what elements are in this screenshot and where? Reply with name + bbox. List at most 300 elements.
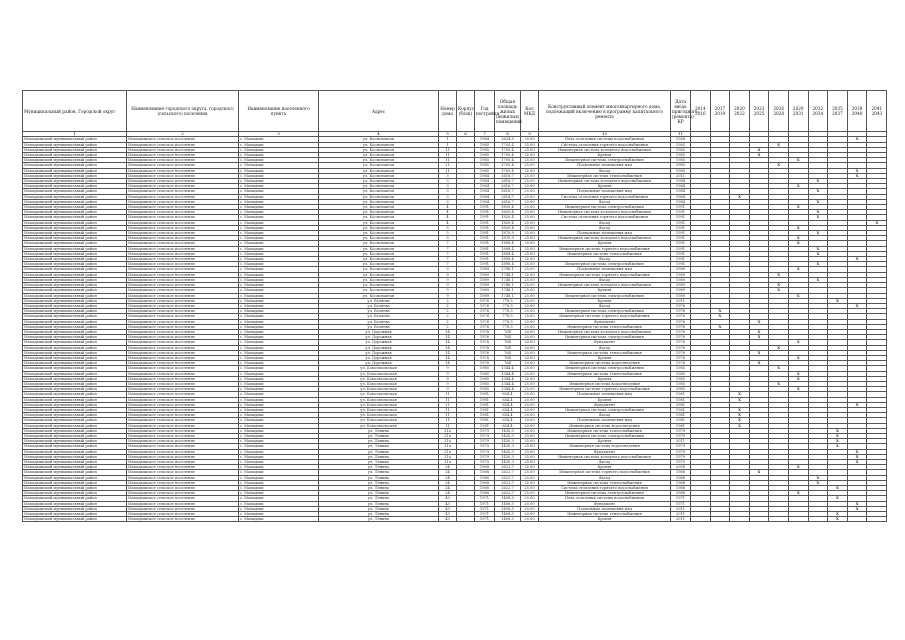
structural-element-cell: Фасад [539,345,671,350]
address-cell: ул. Беляева [319,319,439,324]
structural-element-cell: Кровля [539,153,671,158]
mkd-count-cell: 25.00 [521,470,539,475]
settlement-cell: Мамадышское сельское поселение [127,335,239,340]
period-cell: X [788,387,808,392]
build-year-cell: 1976 [475,298,495,303]
settlement-cell: Мамадышское сельское поселение [127,303,239,308]
repair-date-cell: 2011 [671,506,691,511]
build-year-cell: 1985 [475,142,495,147]
mkd-count-cell: 20.00 [521,506,539,511]
house-number-cell: 14 [439,355,457,360]
house-number-cell: 3 [439,173,457,178]
structural-element-cell: Инженерная система холодного водоснабжения [539,454,671,459]
table-row [23,517,887,522]
period-cell: X [788,241,808,246]
area-cell: 2616,7 [495,179,521,184]
repair-date-cell: 1985 [671,147,691,152]
area-cell: 1430,3 [495,454,521,459]
house-number-cell: 4 [439,220,457,225]
column-header-2: Наименование населенного пункта [239,91,319,132]
period-cell: X [769,366,789,371]
address-cell: ул. Ленина [319,460,439,465]
repair-date-cell: 1976 [671,345,691,350]
house-number-cell: 11 [439,402,457,407]
column-header-1: Наименование городского округа, городского (сельского) поселения [127,91,239,132]
period-cell: X [808,189,828,194]
settlement-cell: Мамадышское сельское поселение [127,147,239,152]
build-year-cell: 1971 [475,512,495,517]
structural-element-cell: Инженерная система электроснабжения [539,335,671,340]
area-cell: 1748,1 [495,277,521,282]
mkd-count-cell: 20.00 [521,350,539,355]
repair-date-cell: 1979 [671,433,691,438]
settlement-cell: Мамадышское сельское поселение [127,428,239,433]
structural-element-cell: Кровля [539,241,671,246]
locality-cell: с. Мамадыш [239,173,319,178]
address-cell: ул. Космонавтов [319,142,439,147]
period-cell: X [828,517,848,522]
district-cell: Мамадышский муниципальный район [23,314,127,319]
period-cell: X [847,303,867,308]
mkd-count-cell: 25.00 [521,324,539,329]
district-cell: Мамадышский муниципальный район [23,512,127,517]
period-cell: X [769,288,789,293]
structural-element-cell: Печь отопления системы водоснабжения [539,496,671,501]
structural-element-cell: Фасад [539,220,671,225]
period-cell: X [710,314,730,319]
address-cell: ул. Комсомольская [319,387,439,392]
district-cell: Мамадышский муниципальный район [23,173,127,178]
district-cell: Мамадышский муниципальный район [23,423,127,428]
repair-date-cell: 1971 [671,496,691,501]
repair-date-cell: 1981 [671,392,691,397]
repair-date-cell: 1971 [671,501,691,506]
build-year-cell: 1991 [475,262,495,267]
settlement-cell: Мамадышское сельское поселение [127,231,239,236]
period-cell: X [847,173,867,178]
structural-element-cell: Инженерная система электроснабжения [539,205,671,210]
build-year-cell: 1984 [475,137,495,142]
area-cell: 1344,4 [495,381,521,386]
settlement-cell: Мамадышское сельское поселение [127,371,239,376]
mkd-count-cell: 25.00 [521,168,539,173]
house-number-cell: 21а [439,439,457,444]
settlement-cell: Мамадышское сельское поселение [127,512,239,517]
area-cell: 1820,4 [495,210,521,215]
build-year-cell: 1989 [475,283,495,288]
address-cell: ул. Комсомольская [319,392,439,397]
locality-cell: с. Мамадыш [239,496,319,501]
period-cell: X [828,433,848,438]
area-cell: 1430,3 [495,428,521,433]
settlement-cell: Мамадышское сельское поселение [127,501,239,506]
area-cell: 654,4 [495,402,521,407]
district-cell: Мамадышский муниципальный район [23,142,127,147]
build-year-cell: 1991 [475,241,495,246]
settlement-cell: Мамадышское сельское поселение [127,220,239,225]
settlement-cell: Мамадышское сельское поселение [127,402,239,407]
house-number-cell: 43 [439,496,457,501]
settlement-cell: Мамадышское сельское поселение [127,251,239,256]
mkd-count-cell: 25.00 [521,163,539,168]
locality-cell: с. Мамадыш [239,361,319,366]
district-cell: Мамадышский муниципальный район [23,418,127,423]
district-cell: Мамадышский муниципальный район [23,158,127,163]
house-number-cell: 3 [439,199,457,204]
mkd-count-cell: 25.00 [521,387,539,392]
structural-element-cell: Кровля [539,298,671,303]
period-cell: X [847,460,867,465]
mkd-count-cell: 25.00 [521,283,539,288]
structural-element-cell: Подвальные помещения мкд [539,418,671,423]
settlement-cell: Мамадышское сельское поселение [127,236,239,241]
settlement-cell: Мамадышское сельское поселение [127,153,239,158]
district-cell: Мамадышский муниципальный район [23,189,127,194]
build-year-cell: 1968 [475,486,495,491]
address-cell: ул. Космонавтов [319,158,439,163]
period-cell: X [769,272,789,277]
address-cell: ул. Ленина [319,470,439,475]
repair-date-cell: 1976 [671,314,691,319]
address-cell: ул. Космонавтов [319,173,439,178]
mkd-count-cell: 25.00 [521,486,539,491]
structural-element-cell: Система отопления горячего водоснабжения [539,215,671,220]
house-number-cell: 14 [439,345,457,350]
mkd-count-cell: 25.00 [521,288,539,293]
repair-date-cell: 1991 [671,241,691,246]
period-cell: X [808,210,828,215]
period-cell: X [788,184,808,189]
build-year-cell: 1984 [475,184,495,189]
district-cell: Мамадышский муниципальный район [23,147,127,152]
settlement-cell: Мамадышское сельское поселение [127,215,239,220]
build-year-cell: 1968 [475,465,495,470]
period-cell: X [788,491,808,496]
mkd-count-cell: 20.00 [521,402,539,407]
repair-date-cell: 1991 [671,262,691,267]
mkd-count-cell: 25.00 [521,491,539,496]
repair-date-cell: 1985 [671,142,691,147]
repair-date-cell: 1976 [671,319,691,324]
period-cell [691,517,711,522]
district-cell: Мамадышский муниципальный район [23,433,127,438]
repair-date-cell: 1984 [671,137,691,142]
address-cell: ул. Ленина [319,501,439,506]
house-number-cell: 24 [439,475,457,480]
address-cell: ул. Комсомольская [319,413,439,418]
address-cell: ул. Дорожная [319,340,439,345]
build-year-cell: 1981 [475,397,495,402]
address-cell: ул. Космонавтов [319,272,439,277]
house-number-cell: 11 [439,163,457,168]
repair-date-cell: 2011 [671,173,691,178]
district-cell: Мамадышский муниципальный район [23,361,127,366]
district-cell: Мамадышский муниципальный район [23,413,127,418]
structural-element-cell: Фасад [539,168,671,173]
area-cell: 1430,3 [495,449,521,454]
house-number-cell: 11 [439,147,457,152]
column-header-12: 2017 2019 [710,91,730,132]
district-cell: Мамадышский муниципальный район [23,486,127,491]
repair-date-cell: 2011 [671,517,691,522]
build-year-cell: 1968 [475,470,495,475]
repair-date-cell: 1985 [671,153,691,158]
period-cell: X [788,225,808,230]
structural-element-cell: Фундамент [539,340,671,345]
repair-date-cell: 2011 [671,439,691,444]
mkd-count-cell: 25.00 [521,267,539,272]
area-cell: 2616,7 [495,173,521,178]
address-cell: ул. Беляева [319,324,439,329]
address-cell: ул. Комсомольская [319,423,439,428]
build-year-cell: 1985 [475,376,495,381]
repair-date-cell: 1979 [671,428,691,433]
structural-element-cell: Инженерная система теплоснабжения [539,173,671,178]
column-header-8: Кол МКД [521,91,539,132]
area-cell: 1898,4 [495,246,521,251]
area-cell: 1820,4 [495,225,521,230]
address-cell: ул. Комсомольская [319,397,439,402]
settlement-cell: Мамадышское сельское поселение [127,189,239,194]
mkd-count-cell: 20.00 [521,340,539,345]
period-cell [769,517,789,522]
structural-element-cell: Инженерная система горячего водоснабжения [539,314,671,319]
house-number-cell: 9 [439,387,457,392]
mkd-count-cell: 25.00 [521,137,539,142]
district-cell: Мамадышский муниципальный район [23,179,127,184]
area-cell: 1408,5 [495,517,521,522]
settlement-cell: Мамадышское сельское поселение [127,293,239,298]
house-number-cell: 2 [439,298,457,303]
locality-cell: с. Мамадыш [239,402,319,407]
address-cell: ул. Космонавтов [319,210,439,215]
district-cell: Мамадышский муниципальный район [23,257,127,262]
locality-cell: с. Мамадыш [239,153,319,158]
mkd-count-cell: 25.00 [521,314,539,319]
period-cell: X [808,262,828,267]
build-year-cell: 1976 [475,319,495,324]
district-cell: Мамадышский муниципальный район [23,199,127,204]
house-number-cell: 11 [439,413,457,418]
structural-element-cell: Фасад [539,303,671,308]
repair-date-cell: 1984 [671,194,691,199]
mkd-count-cell: 25.00 [521,480,539,485]
locality-cell: с. Мамадыш [239,517,319,522]
repair-date-cell: 1976 [671,340,691,345]
mkd-count-cell: 25.00 [521,251,539,256]
house-number-cell: 7 [439,251,457,256]
address-cell: ул. Ленина [319,449,439,454]
house-number-cell: 2 [439,309,457,314]
repair-date-cell: 1979 [671,444,691,449]
mkd-count-cell: 20.00 [521,413,539,418]
repair-date-cell: 1984 [671,184,691,189]
structural-element-cell: Подвальные помещения мкд [539,163,671,168]
period-cell: X [788,355,808,360]
structural-element-cell: Инженерная система горячего водоснабжения [539,246,671,251]
period-cell: X [847,449,867,454]
locality-cell: с. Мамадыш [239,439,319,444]
district-cell: Мамадышский муниципальный район [23,231,127,236]
repair-date-cell: 1979 [671,460,691,465]
address-cell: ул. Дорожная [319,345,439,350]
district-cell: Мамадышский муниципальный район [23,215,127,220]
mkd-count-cell: 25.00 [521,194,539,199]
build-year-cell: 1976 [475,350,495,355]
address-cell: ул. Космонавтов [319,184,439,189]
area-cell: 1705,4 [495,158,521,163]
address-cell: ул. Беляева [319,314,439,319]
district-cell: Мамадышский муниципальный район [23,381,127,386]
mkd-count-cell: 25.00 [521,460,539,465]
build-year-cell: 1976 [475,314,495,319]
build-year-cell: 1976 [475,361,495,366]
structural-element-cell: Кровля [539,184,671,189]
house-number-cell: 43 [439,517,457,522]
house-number-cell: 11 [439,397,457,402]
district-cell: Мамадышский муниципальный район [23,397,127,402]
house-number-cell: 21а [439,454,457,459]
mkd-count-cell: 20.00 [521,423,539,428]
locality-cell: с. Мамадыш [239,387,319,392]
column-number-6: 7 [475,132,495,137]
district-cell: Мамадышский муниципальный район [23,137,127,142]
district-cell: Мамадышский муниципальный район [23,303,127,308]
locality-cell: с. Мамадыш [239,345,319,350]
structural-element-cell: Фундамент [539,501,671,506]
house-number-cell: 2 [439,319,457,324]
area-cell: 1344,4 [495,387,521,392]
locality-cell: с. Мамадыш [239,480,319,485]
district-cell: Мамадышский муниципальный район [23,402,127,407]
build-year-cell: 1968 [475,480,495,485]
district-cell: Мамадышский муниципальный район [23,163,127,168]
locality-cell: с. Мамадыш [239,381,319,386]
structural-element-cell: Фундамент [539,402,671,407]
house-number-cell: 7 [439,246,457,251]
district-cell: Мамадышский муниципальный район [23,246,127,251]
mkd-count-cell: 25.00 [521,215,539,220]
period-cell: X [847,454,867,459]
column-header-18: 2035 2037 [828,91,848,132]
area-cell: 778,5 [495,324,521,329]
settlement-cell: Мамадышское сельское поселение [127,517,239,522]
area-cell: 764 [495,345,521,350]
house-number-cell: 21а [439,428,457,433]
address-cell: ул. Космонавтов [319,293,439,298]
district-cell: Мамадышский муниципальный район [23,355,127,360]
district-cell: Мамадышский муниципальный район [23,444,127,449]
period-cell: X [847,168,867,173]
locality-cell: с. Мамадыш [239,506,319,511]
period-cell: X [808,179,828,184]
repair-date-cell: 1991 [671,210,691,215]
house-number-cell: 9 [439,283,457,288]
mkd-count-cell: 20.00 [521,335,539,340]
area-cell: 2624,9 [495,137,521,142]
mkd-count-cell: 20.00 [521,392,539,397]
settlement-cell: Мамадышское сельское поселение [127,142,239,147]
build-year-cell: 1991 [475,225,495,230]
locality-cell: с. Мамадыш [239,272,319,277]
locality-cell: с. Мамадыш [239,288,319,293]
locality-cell: с. Мамадыш [239,433,319,438]
mkd-count-cell: 25.00 [521,210,539,215]
structural-element-cell: Инженерная система холодного водоснабжения [539,179,671,184]
build-year-cell: 1991 [475,210,495,215]
build-year-cell: 1976 [475,335,495,340]
house-number-cell: 21а [439,433,457,438]
settlement-cell: Мамадышское сельское поселение [127,413,239,418]
structural-element-cell: Фундамент [539,319,671,324]
locality-cell: с. Мамадыш [239,158,319,163]
repair-date-cell: 1991 [671,257,691,262]
build-year-cell: 1976 [475,340,495,345]
area-cell: 1898,4 [495,262,521,267]
structural-element-cell: Инженерная система теплоснабжения [539,324,671,329]
district-cell: Мамадышский муниципальный район [23,345,127,350]
locality-cell: с. Мамадыш [239,397,319,402]
area-cell: 778,5 [495,298,521,303]
district-cell: Мамадышский муниципальный район [23,465,127,470]
mkd-count-cell: 25.00 [521,309,539,314]
area-cell: 778,5 [495,309,521,314]
structural-element-cell: Инженерная система электроснабжения [539,407,671,412]
district-cell: Мамадышский муниципальный район [23,324,127,329]
settlement-cell: Мамадышское сельское поселение [127,433,239,438]
mkd-count-cell: 25.00 [521,381,539,386]
house-number-cell: 9 [439,381,457,386]
mkd-count-cell: 25.00 [521,246,539,251]
area-cell: 778,5 [495,303,521,308]
locality-cell: с. Мамадыш [239,303,319,308]
settlement-cell: Мамадышское сельское поселение [127,444,239,449]
period-cell: X [788,267,808,272]
repair-date-cell: 1985 [671,366,691,371]
period-cell: X [828,298,848,303]
repair-date-cell: 1989 [671,277,691,282]
period-cell: X [788,340,808,345]
locality-cell: с. Мамадыш [239,465,319,470]
house-number-cell: 9 [439,366,457,371]
locality-cell: с. Мамадыш [239,335,319,340]
build-year-cell: 1979 [475,428,495,433]
house-number-cell: 7 [439,257,457,262]
district-cell: Мамадышский муниципальный район [23,517,127,522]
column-header-20: 2041 2043 [867,91,887,132]
mkd-count-cell: 20.00 [521,501,539,506]
repair-date-cell: 1984 [671,179,691,184]
column-header-16: 2029 2031 [788,91,808,132]
mkd-count-cell: 25.00 [521,319,539,324]
structural-element-cell: Фасад [539,199,671,204]
build-year-cell: 1991 [475,205,495,210]
mkd-count-cell: 25.00 [521,298,539,303]
district-cell: Мамадышский муниципальный район [23,407,127,412]
build-year-cell: 1976 [475,303,495,308]
house-number-cell: 3 [439,179,457,184]
repair-date-cell: 1979 [671,449,691,454]
house-number-cell: 9 [439,277,457,282]
build-year-cell: 1981 [475,418,495,423]
build-year-cell: 1976 [475,345,495,350]
area-cell: 654,4 [495,423,521,428]
district-cell: Мамадышский муниципальный район [23,283,127,288]
build-year-cell: 1991 [475,236,495,241]
settlement-cell: Мамадышское сельское поселение [127,324,239,329]
locality-cell: с. Мамадыш [239,225,319,230]
structural-element-cell: Инженерная система электроснабжения [539,262,671,267]
